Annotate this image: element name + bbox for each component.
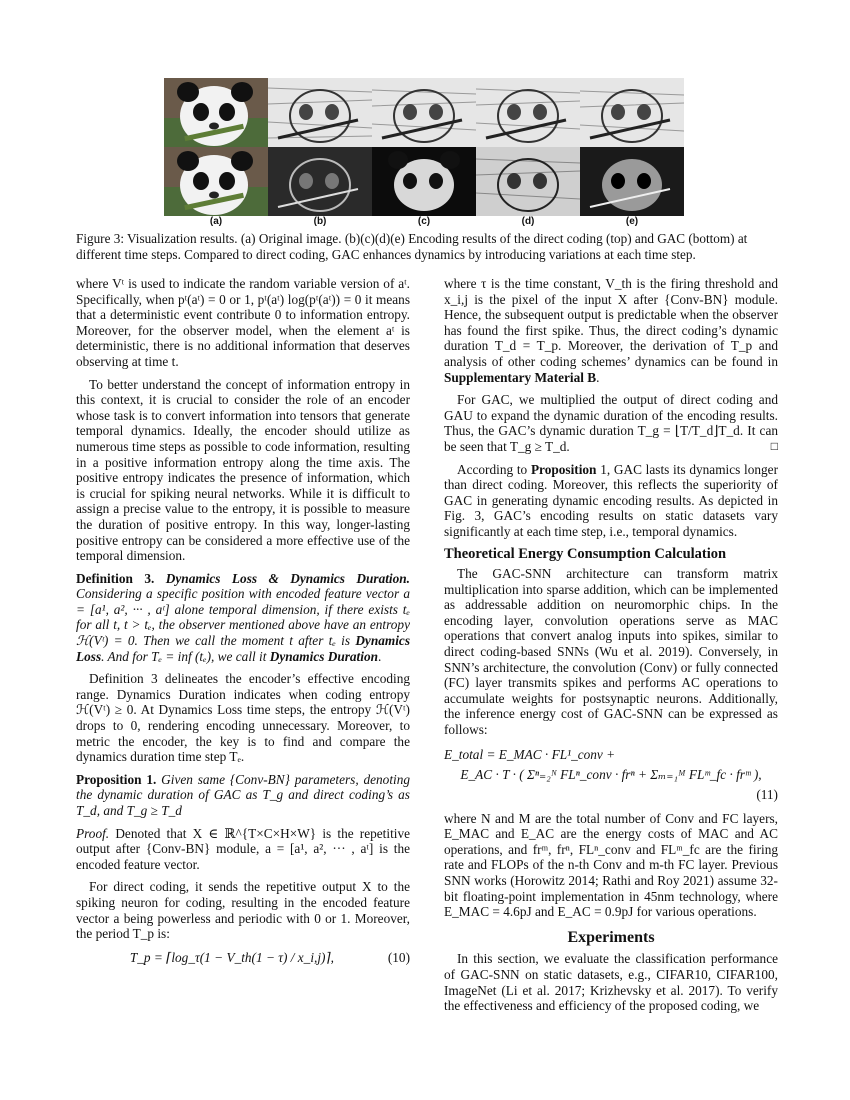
original-panda-top: [164, 78, 268, 147]
right-para-2: [444, 392, 778, 454]
equation-11-line-2: E_AC · T · ( Σⁿ₌₂ᴺ FLⁿ_conv · frⁿ + Σₘ₌₁ᴹ FLᵐ_fc · frᵐ ),: [460, 766, 762, 782]
definition-3-mid: . And for Tₑ = inf (tₑ), we call it: [101, 648, 267, 664]
gac-coding-t1: [268, 147, 372, 216]
original-panda-bottom: [164, 147, 268, 216]
subfig-label-a: (a): [209, 216, 223, 227]
right-para-1: where τ is the time constant, V_th is the firing threshold and x_i,j is the pixel of the input X after {Conv-BN} module. Hence, the subsequent output is predictable when the observer has found the first spike. Thus, the direct coding’s dynamic duration T_d = T_p. Moreover, the derivation of T_p and analysis of other coding schemes’ dynamics can be found in Supplementary Material B.: [444, 276, 778, 385]
left-para-4: For direct coding, it sends the repetitive output X to the spiking neuron for coding, resulting in the encoded feature vector a being powerless and periodic with 0 or 1. Moreover, the period T_p is:: [76, 879, 410, 942]
left-para-1: where Vᵗ is used to indicate the random variable version of aᵗ. Specifically, when pᵗ(aᵗ) = 0 or 1, pᵗ(aᵗ) log(pᵗ(aᵗ)) = 0 it means that a deterministic event contribute 0 to information entropy. Moreover, for the observer model, when the element aᵗ is deterministic, there is no additional information that deserves observing at time t.: [76, 276, 410, 369]
direct-coding-t1: [268, 78, 372, 147]
proof: [76, 826, 410, 873]
proposition-1-body: Given same {Conv-BN} parameters, denoting the dynamic duration of GAC as T_g and direct coding’s as T_d, and T_g ≥ T_d: [76, 771, 411, 818]
gac-coding-t4: [580, 147, 684, 216]
definition-3-head: Definition 3.: [76, 570, 155, 586]
left-column: [76, 276, 410, 975]
direct-coding-t2: [372, 78, 476, 147]
direct-coding-t3: [476, 78, 580, 147]
section-energy-heading: Theoretical Energy Consumption Calculation: [444, 545, 727, 562]
figure-subfigure-labels: [164, 216, 684, 230]
definition-3-dynamics-loss: Dynamics Loss: [76, 633, 410, 664]
definition-3-body: Considering a specific position with encoded feature vector a = [a¹, a², ··· , aᵗ] alone temporal dimension, if there exists tₑ for all t, t > tₑ, the observer mentioned above have an entropy ℋ(Vᵗ) = 0. Then we call the moment t after tₑ is: [76, 586, 410, 649]
proof-head: Proof.: [76, 825, 110, 841]
gac-coding-t2: [372, 147, 476, 216]
right-para-5: where N and M are the total number of Conv and FC layers, E_MAC and E_AC are the energy costs of MAC and AC operations, and frᵐ, frⁿ, FLⁿ_conv and FLᵐ_fc are the firing rate and FLOPs of the n-th Conv and m-th FC layer. Previous SNN works (Horowitz 2014; Rathi and Roy 2021) assume 32-bit floating-point implementation in 45nm technology, where E_MAC = 4.6pJ and E_AC = 0.9pJ for various operations.: [444, 810, 778, 920]
subfig-label-d: (d): [521, 216, 535, 227]
subfig-label-b: (b): [313, 216, 327, 227]
definition-3-title: Dynamics Loss & Dynamics Duration.: [165, 570, 410, 586]
direct-coding-t4: [580, 78, 684, 147]
figure-caption: Figure 3: Visualization results. (a) Original image. (b)(c)(d)(e) Encoding results of the direct coding (top) and GAC (bottom) at different time steps. Compared to direct coding, GAC enhances dynamics by introducing variations at each time step.: [76, 231, 748, 262]
gac-coding-t3: [476, 147, 580, 216]
equation-10-number: (10): [387, 949, 410, 965]
right-para-4: The GAC-SNN architecture can transform matrix multiplication into sparse addition, which can be implemented as addressable addition on neuromorphic chips. In the encoding layer, convolution operations serve as MAC operations that convert analog inputs into spikes, similar to direct coding-based SNNs (Wu et al. 2019). Conversely, in SNN’s architecture, the convolution (Conv) or fully connected (FC) layer transmits spikes and performs AC operations to accumulate weights for postsynaptic neurons. Additionally, the inference energy cost of GAC-SNN can be expressed as follows:: [444, 566, 778, 738]
equation-11-line-1: E_total = E_MAC · FL¹_conv +: [444, 746, 616, 762]
equation-10-body: T_p = ⌈log_τ(1 − V_th(1 − τ) / x_i,j)⌉,: [129, 949, 334, 965]
right-para-2-text: For GAC, we multiplied the output of direct coding and GAU to expand the dynamic duration of the encoding results. Thus, the GAC’s dynamic duration T_g = ⌊T/T_d⌋T_d. It can be seen that T_g ≥ T_d.: [444, 392, 778, 454]
section-experiments-heading: Experiments: [567, 928, 655, 946]
proposition-1: [76, 772, 410, 819]
subfig-label-c: (c): [417, 216, 431, 227]
definition-3: Definition 3. Dynamics Loss & Dynamics Duration. Considering a specific position with encoded feature vector a = [a¹, a², ··· , aᵗ] alone temporal dimension, if there exists tₑ for all t, t > tₑ, the observer mentioned above have an entropy ℋ(Vᵗ) = 0. Then we call the moment t after tₑ is Dynamics Loss. And for Tₑ = inf (tₑ), we call it Dynamics Duration.: [76, 570, 410, 664]
figure-image-grid: [164, 78, 684, 216]
proof-body: Denoted that X ∈ ℝ^{T×C×H×W} is the repetitive output after {Conv-BN} module, a = [a¹, a², ··· , aᵗ] is the encoded feature vector.: [76, 825, 411, 872]
right-para-1-text: where τ is the time constant, V_th is the firing threshold and x_i,j is the pixel of the input X after {Conv-BN} module. Hence, the subsequent output is predictable when the observer has found the first spike. Thus, the direct coding’s dynamic duration T_d = T_p. Moreover, the derivation of T_p and analysis of other coding schemes’ dynamics can be found in: [444, 276, 778, 369]
proposition-1-head: Proposition 1.: [76, 771, 157, 787]
equation-10: [76, 950, 410, 966]
equation-11: [444, 745, 778, 805]
right-para-3-b: 1, GAC lasts its dynamics longer than direct coding. Moreover, this reflects the superiority of GAC in generating dynamic encoding results. As depicted in Fig. 3, GAC’s encoding results on static datasets vary significantly at each time step, i.e., temporal dynamics.: [444, 461, 778, 539]
qed-symbol: □: [770, 438, 778, 453]
definition-3-dynamics-duration: Dynamics Duration: [269, 648, 378, 664]
right-para-1-bold: Supplementary Material B: [444, 369, 597, 385]
subfig-label-e: (e): [625, 216, 639, 227]
right-para-3: [444, 462, 778, 540]
right-para-6: In this section, we evaluate the classification performance of GAC-SNN on static datasets, e.g., CIFAR10, CIFAR100, ImageNet (Li et al. 2017; Krizhevsky et al. 2017). To verify the effectiveness and efficiency of the proposed coding, we: [444, 951, 778, 1014]
figure-3: [164, 78, 684, 218]
right-para-3-a: According to: [457, 461, 528, 477]
left-para-2: To better understand the concept of information entropy in this context, it is crucial to consider the role of an encoder whose task is to convert information into tensors that generate temporal dynamics. Ideally, the encoder should utilize as numerous time steps as possible to code information, resulting in a positive information entropy along the time axis. The positive entropy indicates the presence of information, which is crucial for spiking neural networks. While it is difficult to assign a precise value to the entropy, it is possible to measure the duration of positive entropy. In this way, longer-lasting positive entropy can be considered a more effective use of the temporal dimension.: [76, 376, 410, 564]
left-para-3: Definition 3 delineates the encoder’s effective encoding range. Dynamics Duration indicates when coding entropy ℋ(Vᵗ) ≥ 0. At Dynamics Loss time steps, the entropy ℋ(Vᵗ) drops to 0, rendering encoding unnecessary. Moreover, to metric the encoder, the key is to find and compare the dynamics duration time step Tₑ.: [76, 671, 410, 765]
right-para-3-bold: Proposition: [530, 461, 597, 477]
right-column: [444, 276, 778, 1021]
equation-11-number: (11): [756, 786, 778, 802]
